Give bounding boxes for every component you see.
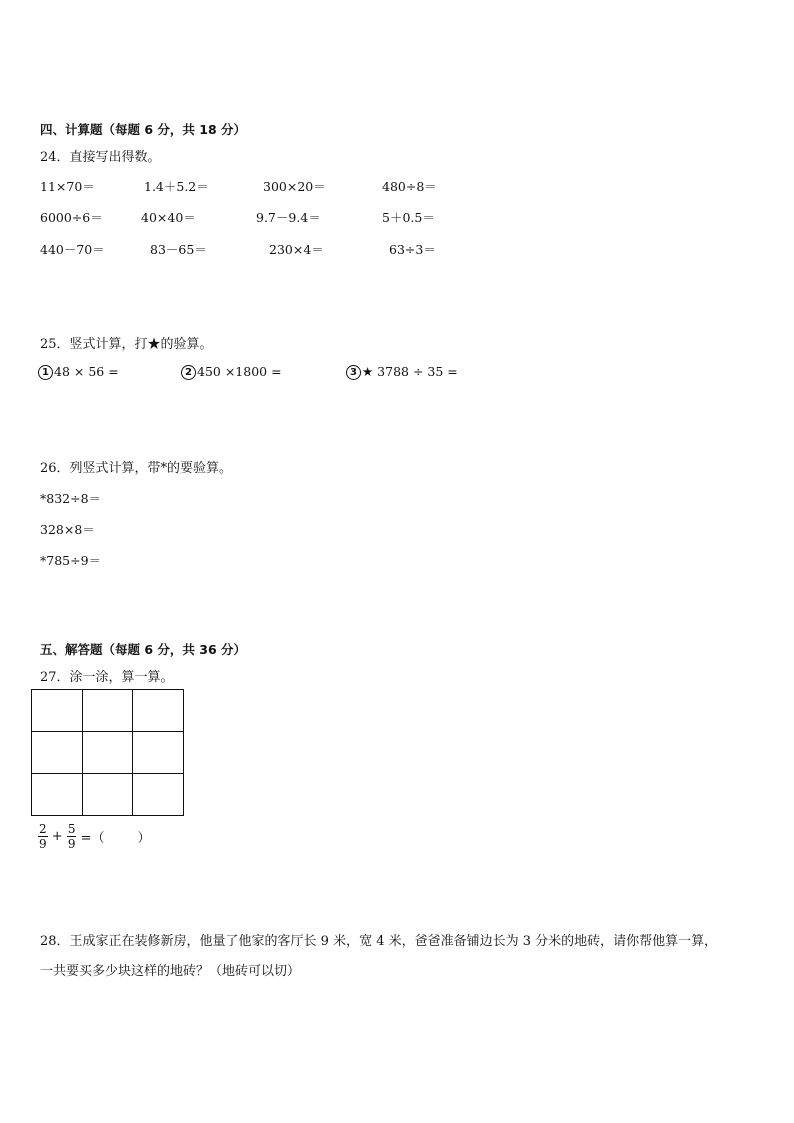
- section-4-title: 四、计算题（每题 6 分，共 18 分）: [40, 122, 247, 137]
- calc-item: 480÷8＝: [382, 179, 437, 194]
- fraction-2-9: $\frac{2}{9}$: [39, 822, 47, 851]
- grid-cell[interactable]: [83, 690, 134, 732]
- vertical-calc-item: [346, 364, 458, 380]
- grid-cell[interactable]: [83, 732, 134, 774]
- circled-number: 3: [346, 365, 361, 380]
- circled-number: 2: [181, 365, 196, 380]
- question-25-label: 25．竖式计算，打★的验算。: [40, 337, 213, 352]
- calc-item: 9.7－9.4＝: [256, 210, 321, 225]
- vertical-calc-item: 328×8＝: [40, 522, 95, 537]
- plus-sign: +: [51, 829, 63, 844]
- fraction-grid[interactable]: [31, 689, 184, 816]
- calc-item: 6000÷6＝: [40, 210, 103, 225]
- vertical-calc-item: [38, 364, 119, 380]
- section-5-title: 五、解答题（每题 6 分，共 36 分）: [40, 642, 247, 657]
- calc-item: 40×40＝: [141, 210, 196, 225]
- grid-cell[interactable]: [133, 690, 184, 732]
- fraction-5-9: $\frac{5}{9}$: [67, 822, 76, 851]
- vertical-calc-text: 48 × 56 =: [54, 364, 119, 379]
- fraction-equation: [38, 822, 151, 851]
- calc-item: 440－70＝: [40, 242, 105, 257]
- calc-item: 300×20＝: [263, 179, 326, 194]
- grid-cell[interactable]: [32, 690, 83, 732]
- question-26-label: 26．列竖式计算，带*的要验算。: [40, 461, 233, 476]
- calc-item: 63÷3＝: [389, 242, 436, 257]
- question-28-line-2: 一共要买多少块这样的地砖？（地砖可以切）: [40, 964, 301, 979]
- grid-cell[interactable]: [133, 732, 184, 774]
- calc-item: 83－65＝: [150, 242, 207, 257]
- calc-item: 230×4＝: [269, 242, 324, 257]
- vertical-calc-item: [181, 364, 282, 380]
- vertical-calc-text: 450 ×1800 =: [197, 364, 282, 379]
- grid-cell[interactable]: [32, 774, 83, 816]
- calc-item: 5＋0.5＝: [382, 210, 435, 225]
- grid-cell[interactable]: [83, 774, 134, 816]
- question-24-label: 24．直接写出得数。: [40, 150, 161, 165]
- question-27-label: 27．涂一涂，算一算。: [40, 670, 174, 685]
- vertical-calc-item: *832÷8＝: [40, 491, 102, 506]
- calc-item: 11×70＝: [40, 179, 95, 194]
- vertical-calc-item: *785÷9＝: [40, 553, 102, 568]
- answer-blank: =（ ）: [80, 831, 151, 846]
- grid-cell[interactable]: [133, 774, 184, 816]
- grid-cell[interactable]: [32, 732, 83, 774]
- vertical-calc-text: ★ 3788 ÷ 35 =: [362, 364, 458, 379]
- calc-item: 1.4＋5.2＝: [144, 179, 209, 194]
- question-28-line-1: 28．王成家正在装修新房，他量了他家的客厅长 9 米，宽 4 米，爸爸准备铺边长为 3 分米的地砖，请你帮他算一算，: [40, 934, 718, 949]
- circled-number: 1: [38, 365, 53, 380]
